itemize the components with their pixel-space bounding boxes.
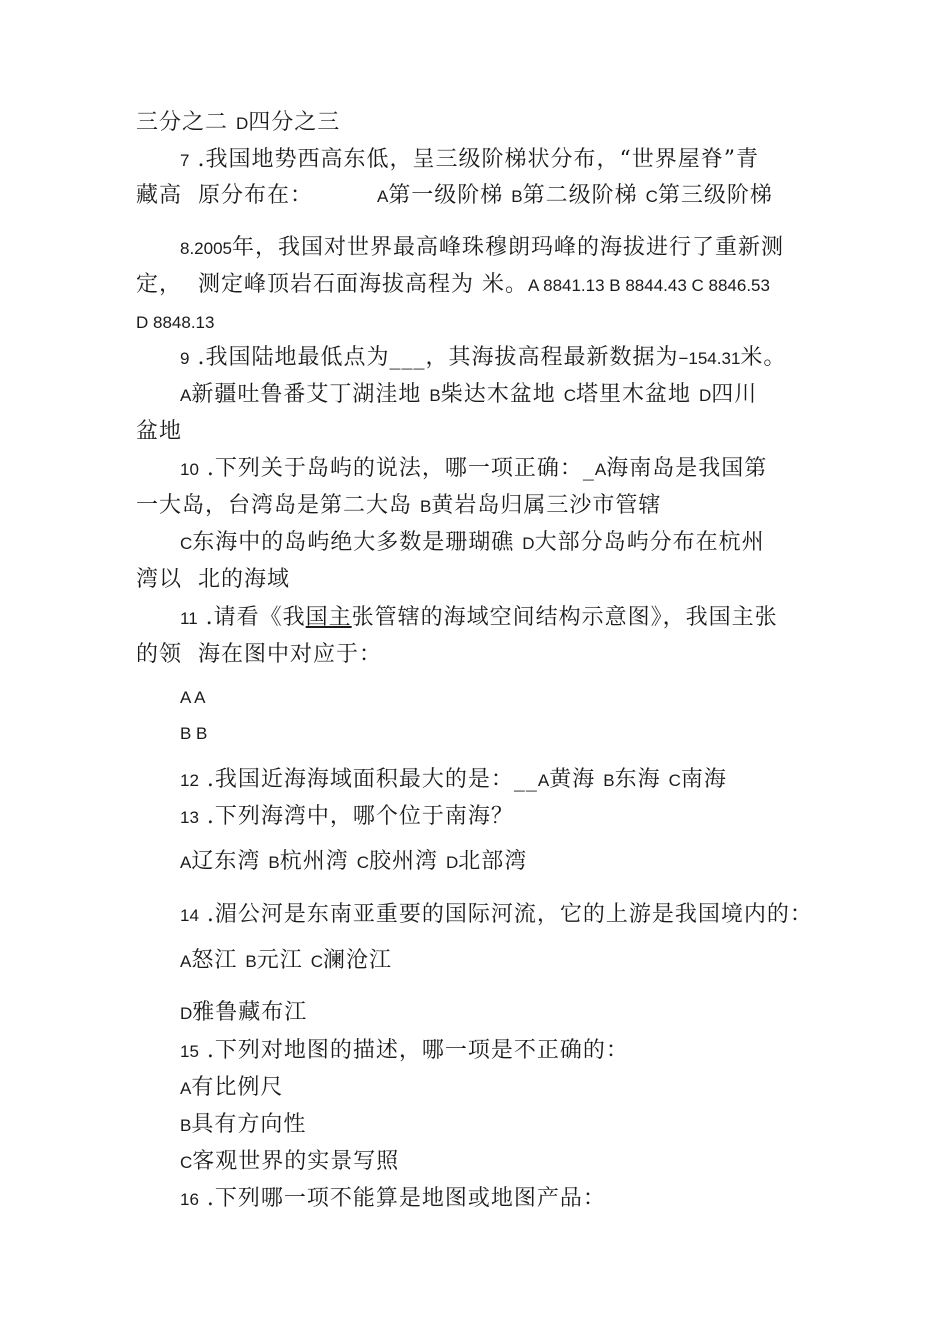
options-line	[180, 380, 757, 411]
question-number: 12	[180, 771, 199, 790]
question-text: 定， 测定峰顶岩石面海拔高程为 米。	[136, 272, 528, 297]
question-text: 米。	[740, 345, 787, 370]
question-12-line	[180, 765, 727, 796]
options-text: B B	[180, 724, 208, 743]
option-letter: A	[180, 952, 192, 971]
option-text: 辽东湾	[191, 849, 269, 874]
numeric-value: −154.31	[678, 349, 741, 368]
text-line	[136, 640, 382, 670]
text-span: 三分之二	[136, 110, 236, 135]
question-text: .我国陆地最低点为___，其海拔高程最新数据为	[189, 345, 679, 370]
options-line	[180, 1147, 399, 1178]
option-text: 东海中的岛屿绝大多数是珊瑚礁	[192, 530, 523, 555]
question-number: 14	[180, 906, 199, 925]
option-letter: C	[356, 853, 369, 872]
text-line	[136, 181, 773, 212]
question-number: 8.2005	[180, 239, 232, 258]
option-letter: C	[563, 386, 576, 405]
option-letter: B	[180, 1116, 192, 1135]
option-letter: C	[645, 187, 658, 206]
option-letter: A	[180, 853, 192, 872]
question-text: .请看《我	[197, 605, 306, 630]
option-letter: B	[429, 386, 441, 405]
question-13-line	[180, 802, 514, 833]
options-line	[180, 847, 527, 878]
option-text: 雅鲁藏布江	[192, 1000, 308, 1025]
question-14-line	[180, 900, 813, 931]
question-16-line	[180, 1184, 606, 1215]
question-9-line	[180, 343, 786, 374]
text-line	[136, 307, 214, 338]
option-a-line	[180, 682, 206, 713]
option-text: 第二级阶梯	[522, 183, 646, 208]
option-text: 澜沧江	[322, 948, 392, 973]
underlined-text: 国主	[305, 605, 352, 630]
question-text: .湄公河是东南亚重要的国际河流，它的上游是我国境内的：	[198, 902, 813, 927]
option-letter: D	[180, 1004, 193, 1023]
options-text: D 8848.13	[136, 313, 215, 332]
options-line	[180, 1073, 283, 1104]
text-line	[136, 491, 661, 522]
options-line	[180, 528, 765, 559]
option-letter: A	[376, 187, 389, 206]
option-letter: C	[310, 952, 323, 971]
options-text: A 8841.13 B 8844.43 C 8846.53	[527, 276, 770, 295]
question-text: 张管辖的海域空间结构示意图》，我国主张	[351, 605, 778, 630]
question-10-line	[180, 454, 767, 485]
question-number: 11	[180, 609, 198, 628]
text-line	[136, 417, 182, 447]
option-letter: C	[668, 771, 681, 790]
text-span: 四分之三	[248, 110, 341, 135]
option-letter: D	[522, 534, 535, 553]
question-15-line	[180, 1036, 629, 1067]
option-text: 第一级阶梯	[388, 183, 512, 208]
option-letter: A	[594, 460, 607, 479]
question-text: .我国地势西高东低，呈三级阶梯状分布，“世界屋脊”青	[189, 147, 759, 172]
option-letter: A	[537, 771, 550, 790]
option-letter: C	[180, 1153, 193, 1172]
option-letter: D	[445, 853, 459, 872]
option-b-line	[180, 718, 207, 749]
option-text: 有比例尺	[191, 1075, 284, 1100]
option-letter: D	[698, 386, 712, 405]
option-text: 一大岛，台湾岛是第二大岛	[136, 493, 420, 518]
question-8-line	[180, 233, 784, 264]
option-letter: A	[180, 386, 192, 405]
option-text: 元江	[256, 948, 311, 973]
option-text: 新疆吐鲁番艾丁湖洼地	[191, 382, 430, 407]
text-line	[136, 270, 770, 301]
option-text: 黄海	[549, 767, 604, 792]
option-text: 怒江	[191, 948, 246, 973]
option-letter: B	[420, 497, 432, 516]
options-line	[180, 998, 307, 1029]
option-text: 塔里木盆地	[575, 382, 699, 407]
option-text: 四川	[711, 382, 758, 407]
option-text: 南海	[680, 767, 727, 792]
question-number: 10	[180, 460, 199, 479]
option-text: 东海	[614, 767, 669, 792]
text-line	[136, 108, 340, 139]
option-letter: B	[603, 771, 615, 790]
question-7-line	[180, 145, 759, 176]
option-letter: B	[511, 187, 523, 206]
option-text: 柴达木盆地	[440, 382, 564, 407]
text-line	[136, 565, 290, 595]
option-text: 第三级阶梯	[657, 183, 773, 208]
options-line	[180, 946, 392, 977]
question-text: .下列关于岛屿的说法，哪一项正确：_	[198, 456, 595, 481]
question-text: 年，我国对世界最高峰珠穆朗玛峰的海拔进行了重新测	[232, 235, 785, 260]
option-text: 湾以 北的海域	[136, 567, 290, 592]
option-letter: A	[180, 1079, 192, 1098]
option-letter: B	[245, 952, 257, 971]
question-text: .我国近海海域面积最大的是：__	[198, 767, 538, 792]
question-number: 16	[180, 1190, 199, 1209]
option-letter: D	[236, 114, 249, 133]
question-text: .下列哪一项不能算是地图或地图产品：	[198, 1186, 606, 1211]
question-11-line	[180, 603, 778, 634]
option-text: 具有方向性	[191, 1112, 307, 1137]
options-text: A A	[180, 688, 206, 707]
option-letter: C	[180, 534, 193, 553]
question-text: .下列对地图的描述，哪一项是不正确的：	[198, 1038, 629, 1063]
option-text: 盆地	[136, 419, 183, 444]
question-text: 藏高 原分布在：	[136, 183, 377, 208]
option-text: 北部湾	[458, 849, 528, 874]
option-text: 客观世界的实景写照	[192, 1149, 400, 1174]
question-text: 的领 海在图中对应于：	[136, 642, 382, 667]
option-letter: B	[268, 853, 280, 872]
question-number: 7	[180, 151, 190, 170]
question-text: .下列海湾中，哪个位于南海？	[198, 804, 514, 829]
question-number: 15	[180, 1042, 199, 1061]
question-number: 13	[180, 808, 199, 827]
option-text: 杭州湾	[279, 849, 357, 874]
option-text: 海南岛是我国第	[606, 456, 768, 481]
options-line	[180, 1110, 306, 1141]
option-text: 大部分岛屿分布在杭州	[534, 530, 765, 555]
option-text: 黄岩岛归属三沙市管辖	[431, 493, 662, 518]
question-number: 9	[180, 349, 190, 368]
option-text: 胶州湾	[368, 849, 446, 874]
